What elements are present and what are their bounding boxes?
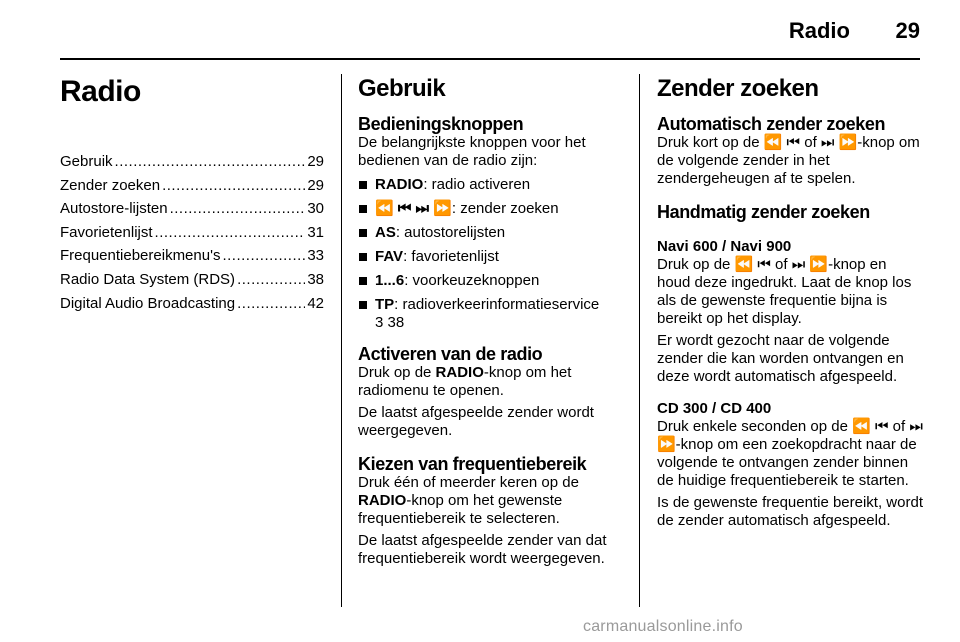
paragraph (358, 474, 624, 528)
bullet-icon (359, 181, 367, 189)
paragraph: Is de gewenste frequentie bereikt, wordt de zender automatisch afgespeeld. (657, 494, 923, 529)
button-name: RADIO (358, 492, 407, 509)
bullet-icon (359, 277, 367, 285)
table-of-contents (60, 150, 324, 315)
toc-entry[interactable] (60, 197, 324, 221)
toc-entry-label: Digital Audio Broadcasting (60, 294, 236, 312)
toc-entry-label: Radio Data System (RDS) (60, 270, 236, 288)
toc-entry-page: 30 (307, 200, 324, 218)
toc-entry[interactable] (60, 221, 324, 245)
section-title: Gebruik (358, 75, 446, 102)
variant-heading: Navi 600 / Navi 900 (657, 238, 792, 255)
list-item (358, 224, 624, 242)
toc-leader (237, 292, 305, 316)
toc-leader (170, 197, 306, 221)
text-run: -knop om het gewenste frequentiebereik te selecteren. (358, 492, 563, 527)
list-item (358, 248, 624, 266)
page-reference[interactable]: 3 38 (375, 314, 405, 331)
subsection-heading: Bedieningsknoppen (358, 114, 524, 134)
list-item (358, 200, 624, 218)
list-item-text: : radioverkeerinformatieservice (394, 296, 600, 313)
button-name: FAV (375, 248, 404, 265)
paragraph: Druk op de ⏪ ⏮ of ⏭ ⏩-knop en houd deze ingedrukt. Laat de knop los als de gewenste frequentie bijna is bereikt op het display. (657, 256, 912, 327)
subsection-heading: Kiezen van frequentiebereik (358, 454, 587, 474)
watermark: carmanualsonline.info (583, 618, 743, 635)
toc-leader (115, 150, 306, 174)
bullet-icon (359, 205, 367, 213)
bullet-icon (359, 253, 367, 261)
running-header-title: Radio (788, 18, 850, 43)
toc-entry-page: 29 (307, 153, 324, 170)
toc-entry-label: Frequentiebereikmenu's (60, 247, 221, 265)
list-item (358, 176, 624, 194)
gebruik-column (358, 74, 624, 568)
toc-entry-page: 29 (307, 176, 324, 194)
toc-entry[interactable] (60, 292, 324, 316)
text-run: Druk op de (358, 364, 436, 381)
paragraph: Druk kort op de ⏪ ⏮ of ⏭ ⏩-knop om de volgende zender in het zendergeheugen af te spelen. (657, 134, 920, 187)
column-divider (341, 74, 342, 607)
toc-entry[interactable] (60, 268, 324, 292)
list-item (358, 272, 624, 290)
paragraph (358, 364, 624, 400)
button-name: 1...6 (375, 272, 405, 289)
bullet-icon (359, 301, 367, 309)
toc-entry-page: 38 (307, 270, 324, 288)
list-item-text: : favorietenlijst (403, 248, 499, 265)
subsection-heading: Activeren van de radio (358, 344, 543, 364)
toc-leader (237, 268, 305, 292)
subsection-heading: Automatisch zender zoeken (657, 114, 886, 134)
controls-list (358, 176, 624, 332)
text-run: -knop om het radiomenu te openen. (358, 364, 572, 399)
list-item (358, 296, 624, 332)
list-item-text: : voorkeuzeknoppen (404, 272, 540, 289)
bullet-icon (359, 229, 367, 237)
toc-entry-label: Autostore-lijsten (60, 200, 168, 218)
button-name: TP (375, 296, 395, 313)
toc-entry[interactable] (60, 174, 324, 198)
toc-entry-page: 33 (307, 247, 324, 265)
toc-entry-page: 31 (307, 223, 324, 241)
toc-column (60, 74, 324, 315)
toc-entry-label: Favorietenlijst (60, 223, 153, 241)
list-item-text: : zender zoeken (451, 200, 559, 217)
toc-entry[interactable] (60, 150, 324, 174)
paragraph: Druk enkele seconden op de ⏪ ⏮ of ⏭ ⏩-knop om een zoekopdracht naar de volgende te ontvangen zender binnen de huidige frequentiebereik te starten. (657, 418, 923, 489)
toc-leader (162, 174, 305, 198)
page-number: 29 (895, 18, 920, 43)
text-run: Druk één of meerder keren op de (358, 474, 579, 491)
subsection-heading: Handmatig zender zoeken (657, 202, 870, 222)
paragraph: Er wordt gezocht naar de volgende zender die kan worden ontvangen en deze wordt automatisch afgespeeld. (657, 332, 904, 385)
paragraph: De laatst afgespeelde zender wordt weergegeven. (358, 404, 594, 439)
zender-zoeken-column (657, 74, 923, 530)
chapter-title: Radio (60, 75, 141, 108)
list-item-text: : autostorelijsten (395, 224, 506, 241)
variant-heading: CD 300 / CD 400 (657, 400, 772, 417)
section-title: Zender zoeken (657, 75, 819, 102)
button-name: AS (375, 224, 396, 241)
button-name: RADIO (435, 364, 484, 381)
header-rule (60, 58, 920, 60)
toc-entry-label: Zender zoeken (60, 176, 161, 194)
toc-entry[interactable] (60, 244, 324, 268)
paragraph: De belangrijkste knoppen voor het bedienen van de radio zijn: (358, 134, 586, 169)
list-item-text: : radio activeren (423, 176, 531, 193)
paragraph: De laatst afgespeelde zender van dat frequentiebereik wordt weergegeven. (358, 532, 607, 567)
toc-entry-label: Gebruik (60, 153, 113, 170)
toc-leader (222, 244, 305, 268)
button-name: ⏪ ⏮ ⏭ ⏩ (375, 200, 452, 217)
column-divider (639, 74, 640, 607)
toc-entry-page: 42 (307, 294, 324, 312)
button-name: RADIO (375, 176, 424, 193)
toc-leader (155, 221, 306, 245)
